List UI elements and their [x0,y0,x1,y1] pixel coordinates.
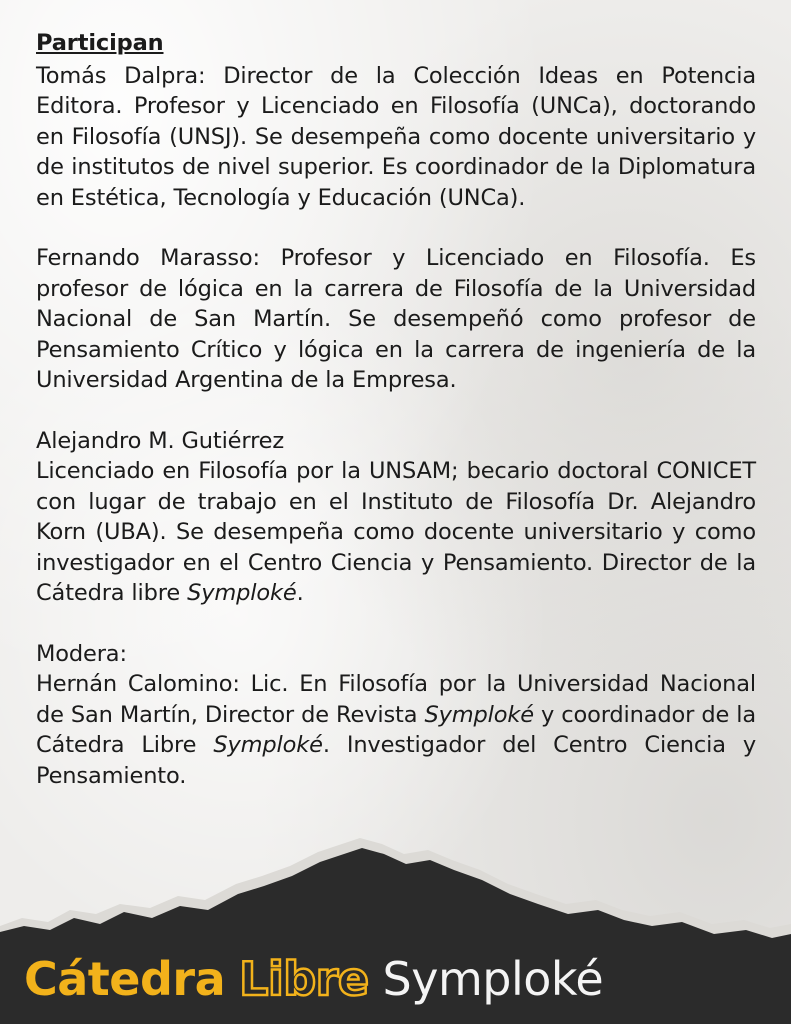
gutierrez-bio-end: . [296,580,304,606]
participant-marasso [36,243,756,396]
participant-gutierrez [36,426,756,609]
moderator-bio [36,669,756,791]
footer-title [24,952,604,1006]
participant-dalpra-text: Tomás Dalpra: Director de la Colección Ideas en Potencia Editora. Profesor y Licenciado en Filosofía (UNCa), doctorando en Filosofía (UNSJ). Se desempeña como docente universitario y de institutos de nivel superior. Es coordinador de la Diplomatura en Estética, Tecnología y Educación (UNCa). [36,62,756,211]
moderator-bio-a: Hernán Calomino: Lic. En Filosofía por la Universidad Nacional de San Martín, Director de Revista [36,671,756,728]
moderator-bio-italic-b: Symploké [213,732,323,758]
participant-dalpra [36,61,756,214]
gutierrez-bio-text: Licenciado en Filosofía por la UNSAM; becario doctoral CONICET con lugar de trabajo en el Instituto de Filosofía Dr. Alejandro Korn (UBA). Se desempeña como docente universitario y como investigador en el Centro Ciencia y Pensamiento. Director de la Cátedra libre [36,458,756,606]
moderator [36,639,756,792]
moderator-bio-b: y coordinador de la Cátedra Libre [36,701,756,758]
moderator-label: Modera: [36,640,127,667]
participant-gutierrez-bio [36,456,756,609]
participant-marasso-text: Fernando Marasso: Profesor y Licenciado en Filosofía. Es profesor de lógica en la carrera de Filosofía de la Universidad Nacional de San Martín. Se desempeñó como profesor de Pensamiento Crítico y lógica en la carrera de ingeniería de la Universidad Argentina de la Empresa. [36,245,756,393]
participant-gutierrez-name: Alejandro M. Gutiérrez [36,427,285,454]
section-heading: Participan [36,30,164,56]
footer-word-catedra: Cátedra [24,952,226,1006]
gutierrez-bio-italic: Symploké [187,580,297,606]
moderator-bio-italic-a: Symploké [424,701,534,728]
document-body [36,28,756,791]
moderator-bio-c: . Investigador del Centro Ciencia y Pensamiento. [36,732,756,789]
footer-word-symploke: Symploké [382,952,604,1006]
footer-word-libre: Libre [239,952,369,1006]
